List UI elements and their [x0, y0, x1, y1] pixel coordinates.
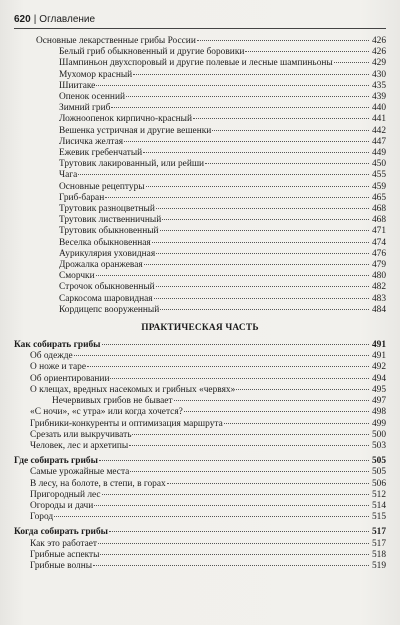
toc-entry-title: Об ориентировании — [30, 373, 110, 384]
toc-entry-title: Аурикулярия уховидная — [59, 248, 156, 259]
toc-entry — [14, 114, 386, 125]
toc-entry — [14, 249, 386, 260]
dot-leader — [105, 197, 369, 198]
toc-entry — [14, 539, 386, 550]
toc-entry — [14, 193, 386, 204]
toc-entry — [14, 351, 386, 362]
toc-entry-title: Кордицепс вооруженный — [59, 304, 160, 315]
dot-leader — [109, 531, 369, 532]
dot-leader — [167, 483, 369, 484]
toc-entry-page: 494 — [371, 373, 386, 384]
toc-section-entry — [14, 340, 386, 351]
dot-leader — [133, 74, 369, 75]
toc-entry — [14, 385, 386, 396]
dot-leader — [93, 565, 369, 566]
dot-leader — [129, 445, 369, 446]
toc-entry — [14, 58, 386, 69]
dot-leader — [154, 298, 369, 299]
dot-leader — [132, 434, 369, 435]
toc-entry — [14, 148, 386, 159]
toc-entry — [14, 550, 386, 561]
toc-entry — [14, 374, 386, 385]
running-header — [14, 13, 386, 26]
dot-leader — [102, 344, 370, 345]
toc-entry — [14, 305, 386, 316]
toc-entry-page: 474 — [371, 237, 386, 248]
toc-entry-page: 430 — [371, 69, 386, 80]
toc-entry-title: Срезать или выкручивать — [30, 429, 132, 440]
toc-entry-page: 483 — [371, 293, 386, 304]
toc-entry-title: Город — [30, 512, 54, 523]
toc-entry-page: 503 — [371, 440, 386, 451]
toc-entry-page: 505 — [371, 456, 386, 467]
toc-entry-title: «С ночи», «с утра» или когда хочется? — [30, 407, 183, 418]
toc-entry-page: 500 — [371, 429, 386, 440]
toc-entry — [14, 137, 386, 148]
toc-entry-page: 450 — [371, 159, 386, 170]
toc-entry-title: Шампиньон двухспоровый и другие полевые и лесные шампиньоны — [59, 58, 333, 69]
toc-entry — [14, 81, 386, 92]
toc-entry — [14, 362, 386, 373]
toc-entry-page: 476 — [371, 248, 386, 259]
toc-entry-page: 468 — [371, 204, 386, 215]
toc-entry-page: 449 — [371, 148, 386, 159]
toc-entry-page: 491 — [371, 351, 386, 362]
toc-entry-page: 447 — [371, 136, 386, 147]
toc-entry-title: Трутовик лиственничный — [59, 215, 162, 226]
toc-entry-title: Нечервивых грибов не бывает — [52, 396, 173, 407]
toc-entry-title: Человек, лес и архетипы — [30, 440, 129, 451]
toc-entry-title: Строчок обыкновенный — [59, 282, 155, 293]
dot-leader — [245, 51, 369, 52]
toc-entry-page: 499 — [371, 418, 386, 429]
toc-entry-page: 484 — [371, 304, 386, 315]
toc-entry-page: 459 — [371, 181, 386, 192]
dot-leader — [98, 543, 369, 544]
toc-entry-title: Опенок осенний — [59, 92, 125, 103]
dot-leader — [54, 516, 369, 517]
dot-leader — [94, 505, 369, 506]
header-separator: | — [33, 14, 37, 25]
toc-entry-title: Веселка обыкновенная — [59, 237, 151, 248]
dot-leader — [197, 40, 369, 41]
dot-leader — [162, 219, 369, 220]
dot-leader — [130, 471, 369, 472]
toc-entry-title: Об одежде — [30, 351, 73, 362]
toc-entry-title: Самые урожайные места — [30, 467, 130, 478]
page-number: 620 — [14, 14, 31, 25]
toc-entry — [14, 512, 386, 523]
toc-entry — [14, 271, 386, 282]
toc-entry-title: Мухомор красный — [59, 69, 133, 80]
toc-entry — [14, 226, 386, 237]
toc-entry-page: 482 — [371, 282, 386, 293]
toc-entry-page: 426 — [371, 36, 386, 46]
toc-entry-page: 515 — [371, 512, 386, 523]
toc-entry-title: Трутовик лакированный, или рейши — [59, 159, 205, 170]
toc-entry-page: 495 — [371, 384, 386, 395]
toc-entry — [14, 407, 386, 418]
dot-leader — [111, 107, 369, 108]
dot-leader — [96, 275, 369, 276]
toc-entry-title: Грибные аспекты — [30, 549, 100, 560]
toc-entry-title: Как собирать грибы — [14, 340, 101, 351]
toc-entry-page: 435 — [371, 80, 386, 91]
dot-leader — [160, 230, 369, 231]
toc-entry-page: 465 — [371, 192, 386, 203]
toc-entry-title: Пригородный лес — [30, 489, 101, 500]
toc-entry-title: Саркосома шаровидная — [59, 293, 153, 304]
toc-entry — [14, 501, 386, 512]
toc-entry-page: 439 — [371, 92, 386, 103]
toc-entry-page: 468 — [371, 215, 386, 226]
toc-entry-title: Чага — [59, 170, 78, 181]
toc-entry — [14, 396, 386, 407]
toc-entry-title: Шиитаке — [59, 80, 96, 91]
dot-leader — [236, 389, 369, 390]
dot-leader — [334, 62, 369, 63]
dot-leader — [212, 130, 369, 131]
toc-entry-page: 479 — [371, 260, 386, 271]
dot-leader — [143, 152, 369, 153]
toc-entry-page: 512 — [371, 489, 386, 500]
practical-part-heading: ПРАКТИЧЕСКАЯ ЧАСТЬ — [141, 323, 259, 334]
toc-entry-title: Основные рецептуры — [59, 181, 145, 192]
toc-entry-page: 497 — [371, 396, 386, 407]
dot-leader — [87, 366, 369, 367]
toc-entry-title: Зимний гриб — [59, 103, 111, 114]
toc-entry — [14, 170, 386, 181]
toc-entry — [14, 47, 386, 58]
toc-entry-title: Белый гриб обыкновенный и другие боровики — [59, 47, 245, 58]
toc-entry-title: В лесу, на болоте, в степи, в горах — [30, 478, 166, 489]
table-of-contents — [14, 36, 386, 572]
header-rule — [14, 28, 386, 29]
toc-entry — [14, 215, 386, 226]
dot-leader — [152, 242, 369, 243]
toc-entry-title: Как это работает — [30, 538, 98, 549]
toc-entry-page: 519 — [371, 560, 386, 571]
toc-entry-title: Основные лекарственные грибы России — [36, 36, 196, 46]
toc-entry-title: Огороды и дачи — [30, 500, 94, 511]
dot-leader — [100, 554, 369, 555]
toc-entry-page: 517 — [371, 538, 386, 549]
dot-leader — [193, 118, 369, 119]
header-title: Оглавление — [39, 14, 96, 25]
toc-entry — [14, 441, 386, 452]
toc-entry-page: 506 — [371, 478, 386, 489]
toc-entry — [14, 467, 386, 478]
toc-entry-title: Трутовик обыкновенный — [59, 226, 159, 237]
dot-leader — [156, 253, 369, 254]
toc-entry-page: 429 — [371, 58, 386, 69]
dot-leader — [74, 355, 369, 356]
toc-entry — [14, 430, 386, 441]
toc-entry-page: 491 — [371, 340, 386, 351]
toc-entry-page: 441 — [371, 114, 386, 125]
dot-leader — [99, 460, 369, 461]
toc-entry-title: Лисичка желтая — [59, 136, 124, 147]
toc-entry-title: Сморчки — [59, 271, 95, 282]
toc-entry — [14, 159, 386, 170]
toc-section-entry — [14, 527, 386, 538]
toc-entry — [14, 479, 386, 490]
toc-entry — [14, 103, 386, 114]
dot-leader — [160, 309, 369, 310]
toc-entry-title: Вешенка устричная и другие вешенки — [59, 125, 212, 136]
toc-entry-page: 505 — [371, 467, 386, 478]
dot-leader — [126, 96, 369, 97]
toc-entry-page: 492 — [371, 362, 386, 373]
toc-entry-title: О ноже и таре — [30, 362, 87, 373]
toc-entry-title: Ложноопенок кирпично-красный — [59, 114, 192, 125]
toc-entry — [14, 294, 386, 305]
toc-entry — [14, 182, 386, 193]
toc-entry-page: 518 — [371, 549, 386, 560]
toc-entry — [14, 36, 386, 47]
toc-entry-page: 480 — [371, 271, 386, 282]
toc-entry-page: 471 — [371, 226, 386, 237]
dot-leader — [96, 85, 369, 86]
dot-leader — [156, 208, 369, 209]
toc-entry-page: 442 — [371, 125, 386, 136]
toc-section-entry — [14, 456, 386, 467]
dot-leader — [78, 174, 369, 175]
dot-leader — [156, 286, 369, 287]
toc-entry-title: Дрожалка оранжевая — [59, 260, 143, 271]
toc-entry-title: Когда собирать грибы — [14, 527, 108, 538]
dot-leader — [110, 378, 369, 379]
toc-entry — [14, 92, 386, 103]
toc-entry-title: Трутовик разноцветный — [59, 204, 155, 215]
toc-entry — [14, 419, 386, 430]
toc-entry-title: Где собирать грибы — [14, 456, 98, 467]
dot-leader — [144, 264, 369, 265]
toc-entry-title: Грибники-конкуренты и оптимизация маршрута — [30, 418, 223, 429]
toc-entry — [14, 490, 386, 501]
toc-entry — [14, 561, 386, 572]
toc-entry — [14, 70, 386, 81]
dot-leader — [224, 423, 369, 424]
toc-entry-page: 514 — [371, 500, 386, 511]
dot-leader — [124, 141, 369, 142]
toc-entry-page: 498 — [371, 407, 386, 418]
toc-entry-title: Ежевик гребенчатый — [59, 148, 143, 159]
toc-entry-page: 440 — [371, 103, 386, 114]
toc-entry — [14, 282, 386, 293]
toc-entry-page: 517 — [371, 527, 386, 538]
dot-leader — [174, 400, 369, 401]
toc-entry-title: Грибные волны — [30, 560, 93, 571]
toc-entry-page: 426 — [371, 47, 386, 58]
dot-leader — [146, 186, 369, 187]
dot-leader — [205, 163, 369, 164]
toc-entry — [14, 238, 386, 249]
toc-entry-page: 455 — [371, 170, 386, 181]
dot-leader — [184, 411, 369, 412]
toc-entry — [14, 204, 386, 215]
toc-entry-title: Гриб-баран — [59, 192, 105, 203]
toc-entry — [14, 260, 386, 271]
dot-leader — [102, 494, 369, 495]
toc-entry-title: О клещах, вредных насекомых и грибных «червях» — [30, 384, 236, 395]
toc-entry — [14, 126, 386, 137]
